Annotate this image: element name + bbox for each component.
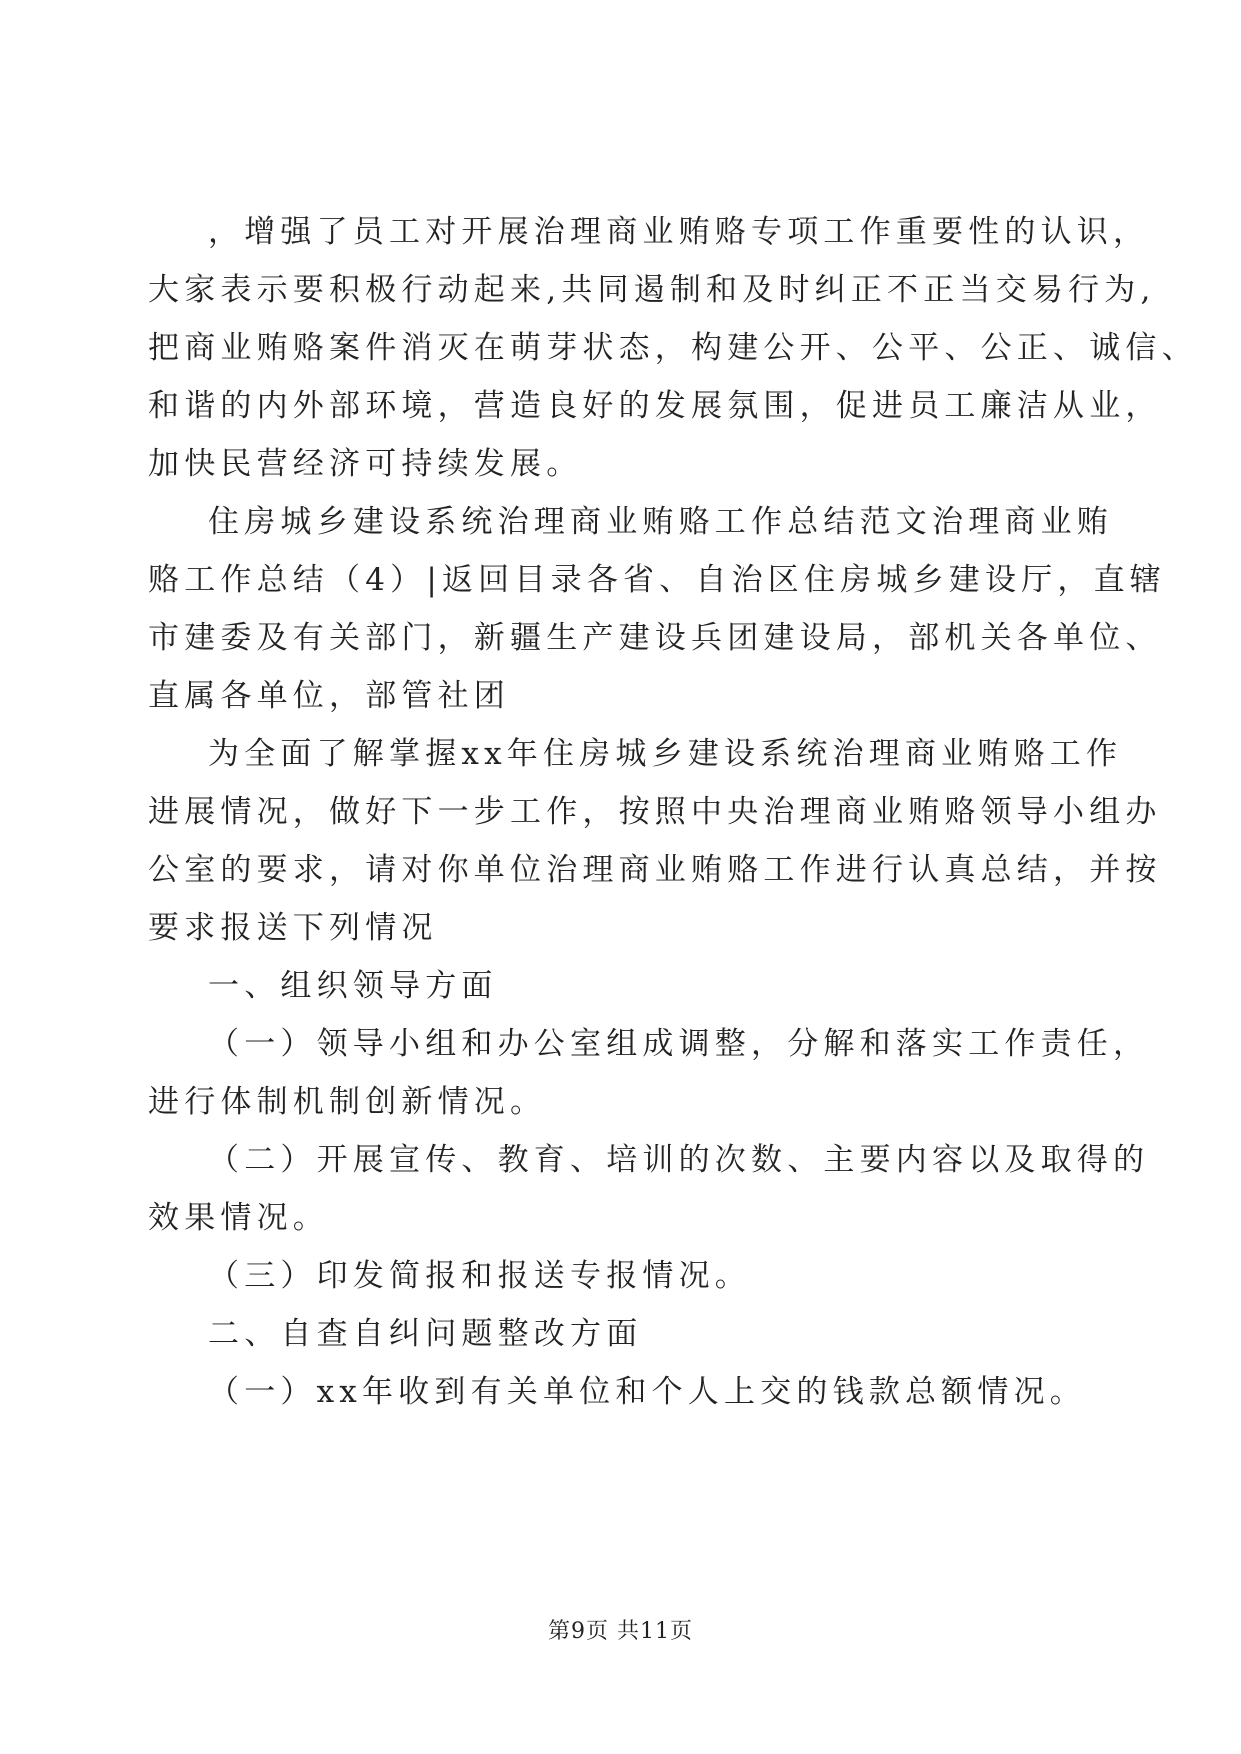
text-line: 进行体制机制创新情况。 (148, 1084, 547, 1120)
text-line: 大家表示要积极行动起来,共同遏制和及时纠正不正当交易行为, (148, 272, 1156, 308)
text-line: 效果情况。 (148, 1200, 329, 1236)
section-heading: 一、组织领导方面 (208, 968, 498, 1004)
text-line: 为全面了解掌握xx年住房城乡建设系统治理商业贿赂工作 (208, 736, 1123, 772)
text-line: 加快民营经济可持续发展。 (148, 446, 583, 482)
text-line: 和谐的内外部环境，营造良好的发展氛围，促进员工廉洁从业， (148, 388, 1162, 424)
text-line: 市建委及有关部门，新疆生产建设兵团建设局，部机关各单位、 (148, 620, 1162, 656)
text-line: ，增强了员工对开展治理商业贿赂专项工作重要性的认识， (208, 214, 1150, 250)
text-line: （一）领导小组和办公室组成调整，分解和落实工作责任， (208, 1026, 1150, 1062)
text-line: （二）开展宣传、教育、培训的次数、主要内容以及取得的 (208, 1142, 1150, 1178)
text-line: 公室的要求，请对你单位治理商业贿赂工作进行认真总结，并按 (148, 852, 1162, 888)
text-line: 赂工作总结（4）|返回目录各省、自治区住房城乡建设厅，直辖 (148, 562, 1166, 598)
text-line: （一）xx年收到有关单位和个人上交的钱款总额情况。 (208, 1374, 1086, 1410)
section-heading: 二、自查自纠问题整改方面 (208, 1316, 643, 1352)
text-line: 直属各单位，部管社团 (148, 678, 510, 714)
text-line: 把商业贿赂案件消灭在萌芽状态，构建公开、公平、公正、诚信、 (148, 330, 1198, 366)
text-line: 要求报送下列情况 (148, 910, 438, 946)
text-line: 进展情况，做好下一步工作，按照中央治理商业贿赂领导小组办 (148, 794, 1162, 830)
page-number: 第9页 共11页 (548, 1619, 693, 1644)
text-line: 住房城乡建设系统治理商业贿赂工作总结范文治理商业贿 (208, 504, 1113, 540)
text-line: （三）印发简报和报送专报情况。 (208, 1258, 751, 1294)
